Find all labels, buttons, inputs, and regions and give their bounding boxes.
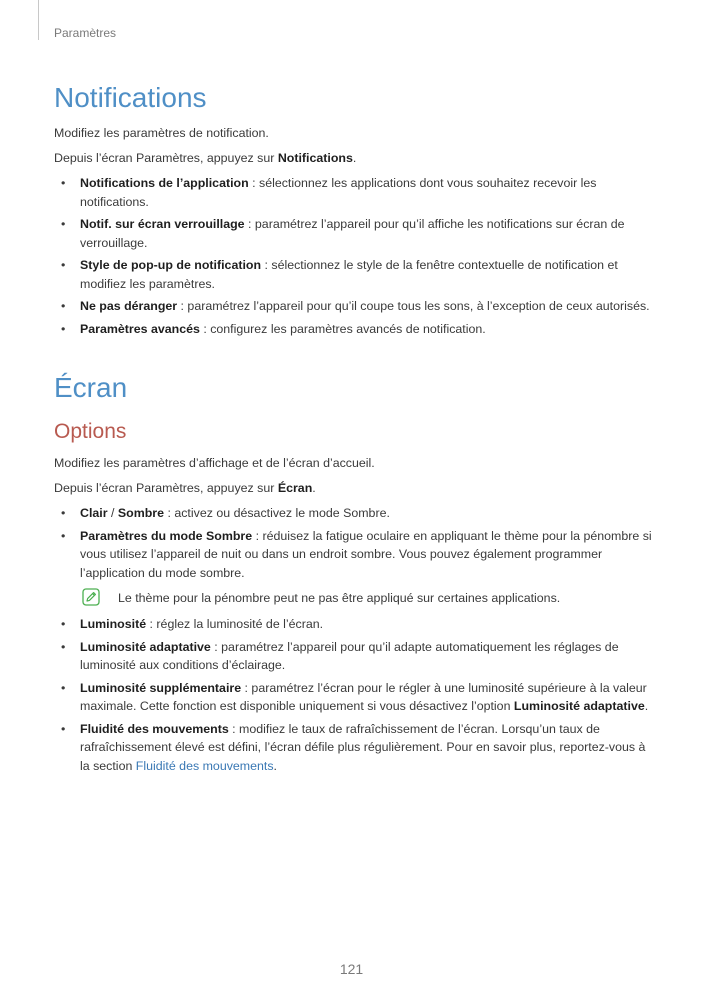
ecran-path-target: Écran [277, 481, 313, 495]
note-pencil-icon [82, 588, 100, 606]
notifications-path: Depuis l’écran Paramètres, appuyez sur Notifications. [54, 151, 357, 165]
notifications-title: Notifications [54, 82, 207, 113]
ecran-list [54, 504, 654, 582]
note-box [82, 588, 654, 607]
list-item: • Notifications de l’application : sélectionnez les applications dont vous souhaitez recevoir les notifications. [54, 174, 654, 211]
list-item: • Paramètres du mode Sombre : réduisez la fatigue oculaire en appliquant le thème pour la pénombre si vous utilisez l’appareil de nuit ou dans un endroit sombre. Vous pouvez également programmer l’application du mode sombre. [54, 527, 654, 583]
page-content [54, 80, 654, 779]
list-item: • Clair / Sombre : activez ou désactivez le mode Sombre. [54, 504, 654, 523]
notifications-list [54, 174, 654, 338]
ecran-list-continued [54, 615, 654, 775]
section-header: Paramètres [54, 26, 117, 40]
list-item: • Style de pop-up de notification : sélectionnez le style de la fenêtre contextuelle de notification et modifiez les paramètres. [54, 256, 654, 293]
header-rule [38, 0, 39, 40]
notifications-intro: Modifiez les paramètres de notification. [54, 126, 269, 140]
fluidite-link[interactable]: Fluidité des mouvements [135, 758, 274, 773]
notifications-path-target: Notifications [277, 151, 353, 165]
list-item: • Luminosité supplémentaire : paramétrez l’écran pour le régler à une luminosité supérieure à la valeur maximale. Cette fonction est disponible uniquement si vous désactivez l’option Luminosité adaptative. [54, 679, 654, 716]
list-item: • Luminosité adaptative : paramétrez l’appareil pour qu’il adapte automatiquement les réglages de luminosité aux conditions d’éclairage. [54, 638, 654, 675]
ecran-intro: Modifiez les paramètres d’affichage et de l’écran d’accueil. [54, 456, 375, 470]
page-number: 121 [339, 961, 364, 977]
list-item: • Luminosité : réglez la luminosité de l’écran. [54, 615, 654, 634]
options-subtitle: Options [54, 420, 127, 443]
list-item: • Fluidité des mouvements : modifiez le taux de rafraîchissement de l’écran. Lorsqu’un taux de rafraîchissement élevé est défini, l’écran défile plus régulièrement. Pour en savoir plus, reportez-vous à la section Fluidité des mouvements. [54, 720, 654, 776]
list-item: • Ne pas déranger : paramétrez l’appareil pour qu’il coupe tous les sons, à l’exception de ceux autorisés. [54, 297, 654, 316]
list-item: • Paramètres avancés : configurez les paramètres avancés de notification. [54, 320, 654, 339]
ecran-title: Écran [54, 372, 128, 403]
ecran-path: Depuis l’écran Paramètres, appuyez sur Écran. [54, 481, 316, 495]
list-item: • Notif. sur écran verrouillage : paramétrez l’appareil pour qu’il affiche les notifications sur écran de verrouillage. [54, 215, 654, 252]
note-text: Le thème pour la pénombre peut ne pas être appliqué sur certaines applications. [118, 591, 561, 605]
